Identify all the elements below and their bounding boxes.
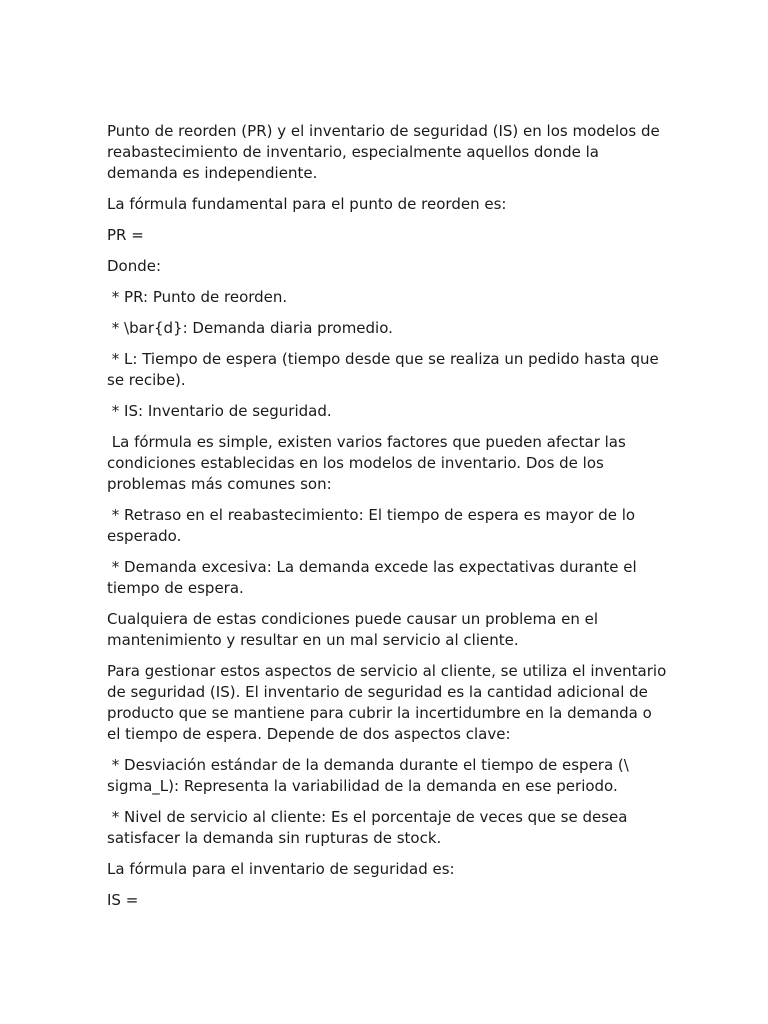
where-label: Donde:: [107, 257, 162, 275]
list-item-delay: * Retraso en el reabastecimiento: El tiempo de espera es mayor de lo esperado.: [107, 506, 640, 545]
reorder-formula: PR =: [107, 226, 144, 244]
factors-paragraph: La fórmula es simple, existen varios factores que pueden afectar las condiciones establecidas en los modelos de inventario. Dos de los problemas más comunes son:: [107, 433, 631, 493]
document-body: [107, 121, 672, 921]
list-item-service-level: * Nivel de servicio al cliente: Es el porcentaje de veces que se desea satisfacer la demanda sin rupturas de stock.: [107, 808, 633, 847]
list-item-is: * IS: Inventario de seguridad.: [107, 402, 332, 420]
intro-paragraph: Punto de reorden (PR) y el inventario de seguridad (IS) en los modelos de reabastecimiento de inventario, especialmente aquellos donde la demanda es independiente.: [107, 122, 665, 182]
list-item-l: * L: Tiempo de espera (tiempo desde que se realiza un pedido hasta que se recibe).: [107, 350, 664, 389]
safety-stock-paragraph: Para gestionar estos aspectos de servicio al cliente, se utiliza el inventario de seguridad (IS). El inventario de seguridad es la cantidad adicional de producto que se mantiene para cubrir la incertidumbre en la demanda o el tiempo de espera. Depende de dos aspectos clave:: [107, 662, 672, 743]
list-item-pr: * PR: Punto de reorden.: [107, 288, 288, 306]
safety-formula-intro: La fórmula para el inventario de seguridad es:: [107, 860, 455, 878]
list-item-excess-demand: * Demanda excesiva: La demanda excede las expectativas durante el tiempo de espera.: [107, 558, 642, 597]
reorder-formula-intro: La fórmula fundamental para el punto de reorden es:: [107, 195, 507, 213]
safety-formula: IS =: [107, 891, 139, 909]
conditions-paragraph: Cualquiera de estas condiciones puede causar un problema en el mantenimiento y resultar en un mal servicio al cliente.: [107, 610, 603, 649]
list-item-std-dev: * Desviación estándar de la demanda durante el tiempo de espera (\ sigma_L): Representa la variabilidad de la demanda en ese periodo.: [107, 756, 634, 795]
list-item-dbar: * \bar{d}: Demanda diaria promedio.: [107, 319, 393, 337]
